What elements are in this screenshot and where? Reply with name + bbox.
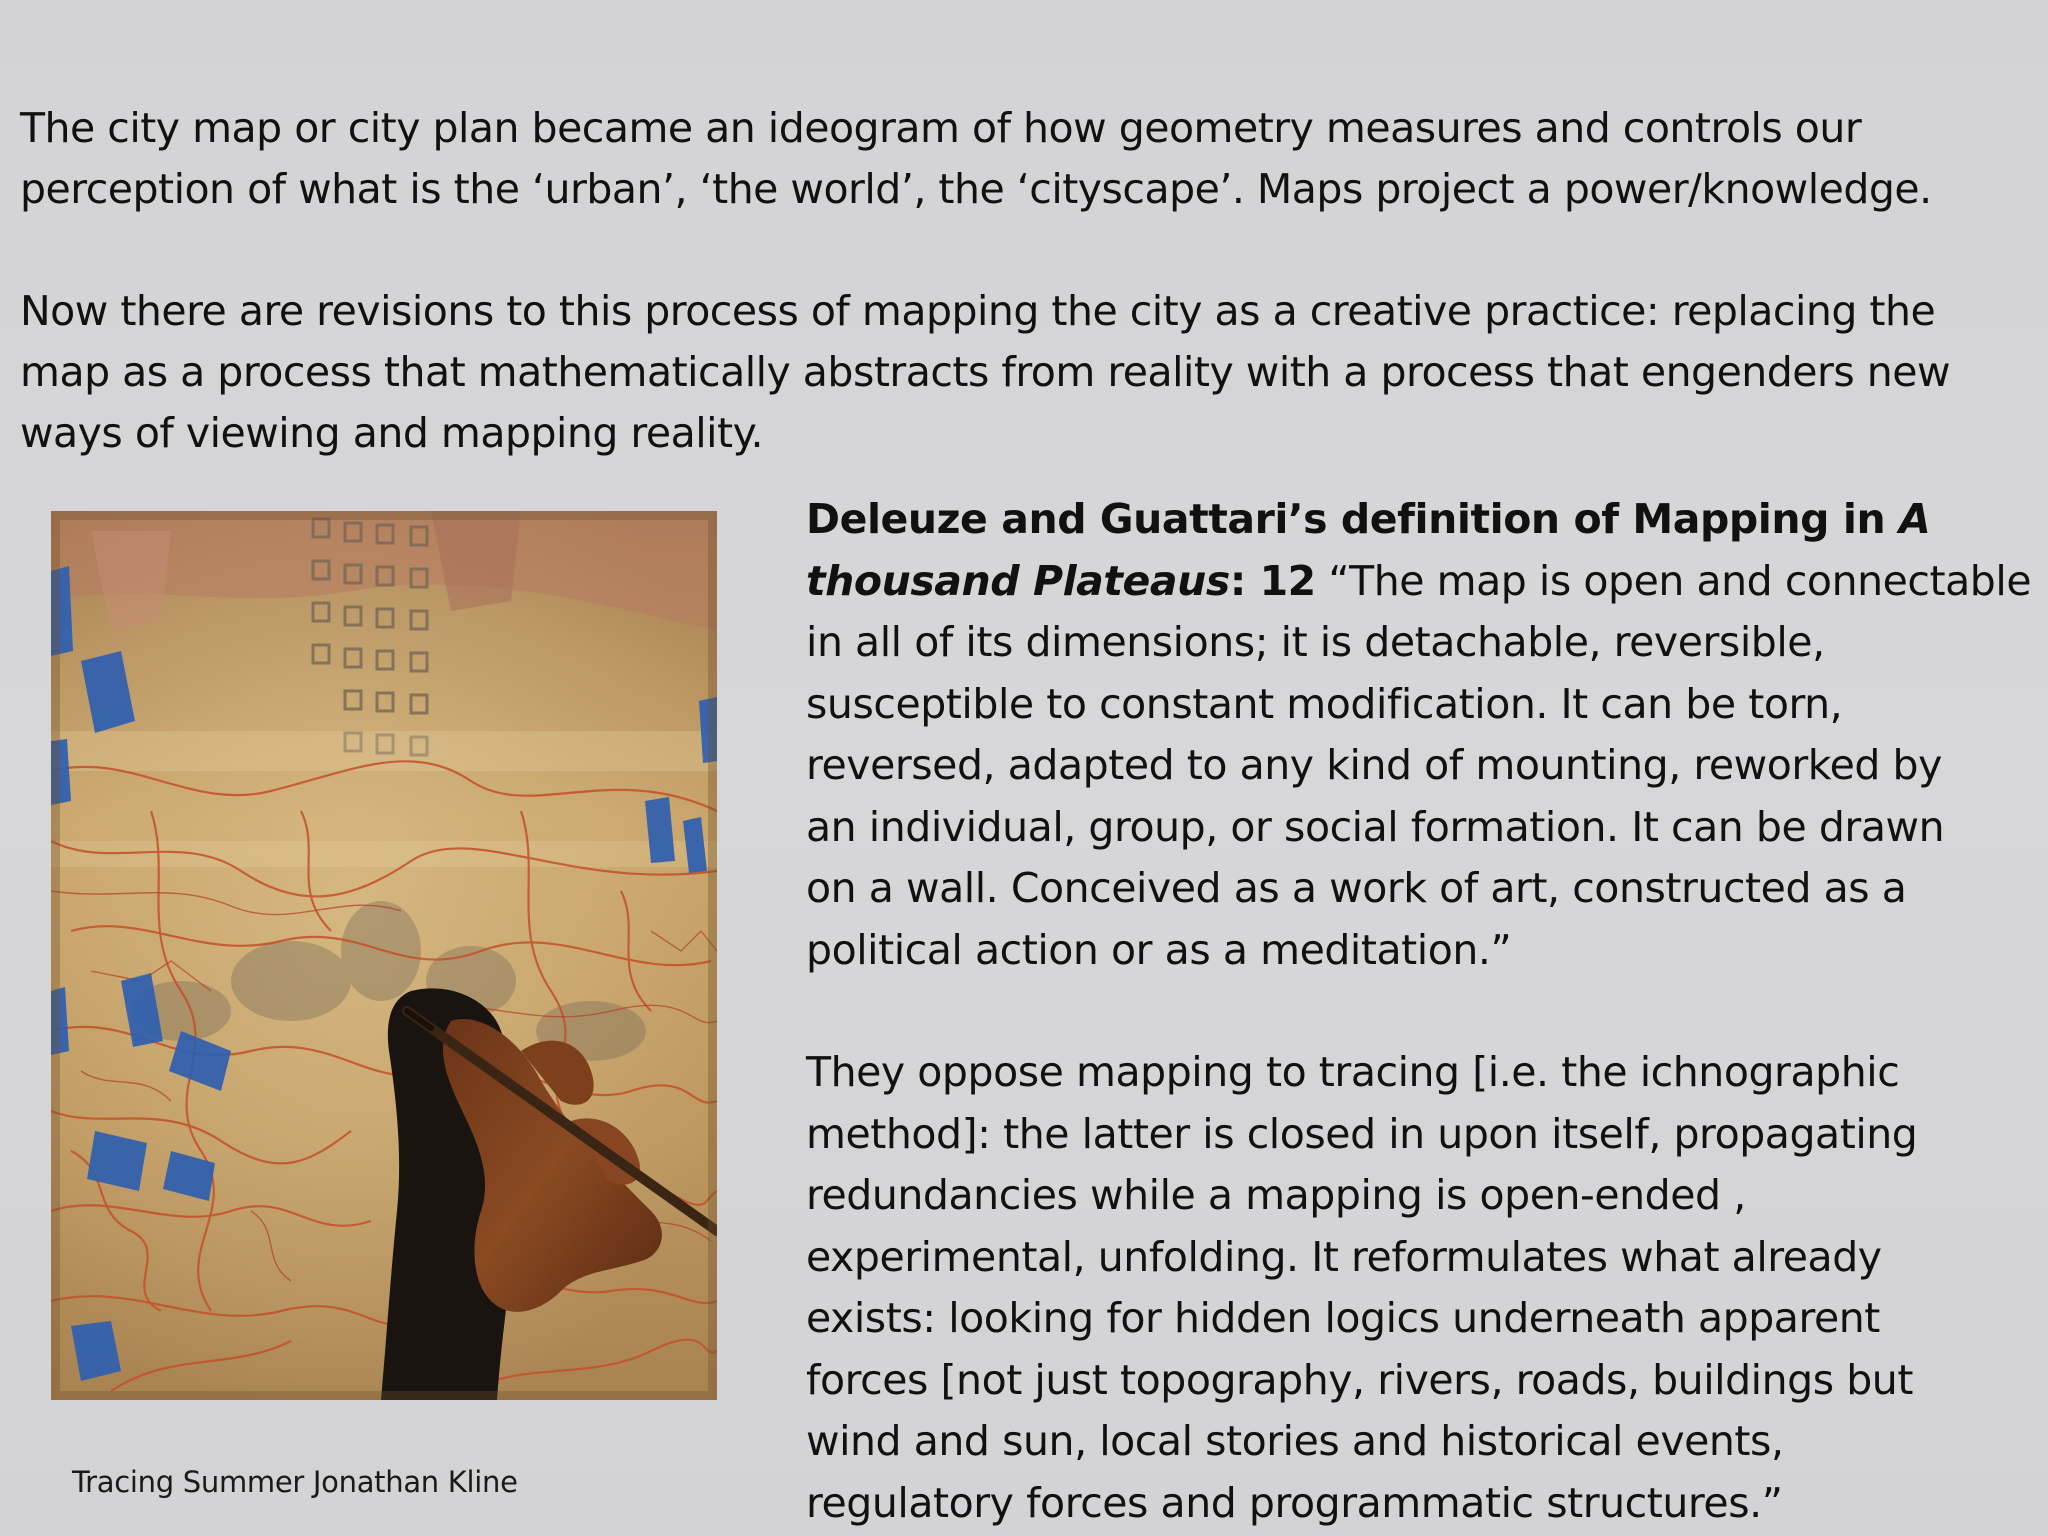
intro-paragraph-2: Now there are revisions to this process of mapping the city as a creative practice: replacing the map as a process that mathematically abstracts from reality with a process that engenders new ways of viewing and mapping reality. <box>20 287 1951 457</box>
quote-book-title: A thousand Plateaus <box>806 495 1931 605</box>
quote-heading-part-1: Deleuze and Guattari’s definition of Mapping in <box>806 495 1900 543</box>
mapping-vs-tracing-paragraph: They oppose mapping to tracing [i.e. the ichnographic method]: the latter is closed in upon itself, propagating redundancies while a mapping is open-ended , experimental, unfolding. It reformulates what already exists: looking for hidden logics underneath apparent forces [not just topography, rivers, roads, buildings but wind and sun, local stories and historical events, regulatory forces and programmatic structures.” <box>806 1048 1918 1527</box>
quote-body: “The map is open and connectable in all of its dimensions; it is detachable, reversible, susceptible to constant modification. It can be torn, reversed, adapted to any kind of mounting, reworked by an individual, group, or social formation. It can be drawn on a wall. Conceived as a work of art, constructed as a political action or as a meditation.” <box>806 556 2032 974</box>
deleuze-guattari-quote <box>806 489 2036 981</box>
quote-heading-part-2: : 12 <box>1229 556 1316 605</box>
intro-paragraph-1: The city map or city plan became an ideogram of how geometry measures and controls our perception of what is the ‘urban’, ‘the world’, the ‘cityscape’. Maps project a power/knowledge. <box>20 104 1932 213</box>
tracing-artwork-photo <box>51 511 717 1400</box>
photo-caption: Tracing Summer Jonathan Kline <box>72 1465 518 1499</box>
